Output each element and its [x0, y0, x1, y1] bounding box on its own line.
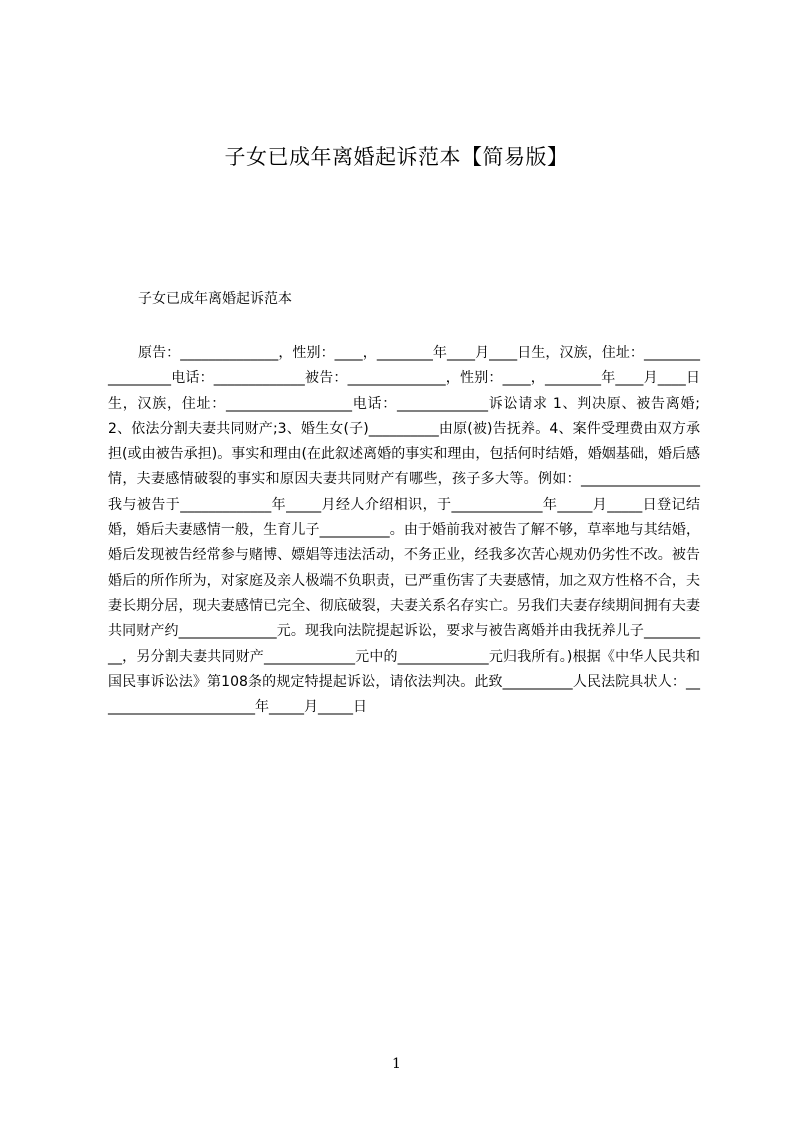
document-title: 子女已成年离婚起诉范本【简易版】	[224, 145, 569, 169]
document-body-paragraph: 原告：______________，性别：____，________年____月____日生，汉族，住址：_________________电话：_____________被告：______________，性别：____，________年____月____日生，汉族，住址：__________________电话：_____________诉讼请求 1、判决原、被告离婚;2、依法分割夫妻共同财产;3、婚生女(子)__________由原(被)告抚养。4、案件受理费由双方承担(或由被告承担)。事实和理由(在此叙述离婚的事实和理由，包括何时结婚，婚姻基础，婚后感情，夫妻感情破裂的事实和原因夫妻共同财产有哪些，孩子多大等。例如：_________________我与被告于_____________年_____月经人介绍相识，于_____________年_____月_____日登记结婚，婚后夫妻感情一般，生育儿子__________。由于婚前我对被告了解不够，草率地与其结婚，婚后发现被告经常参与赌博、嫖娼等违法活动，不务正业，经我多次苦心规劝仍劣性不改。被告婚后的所作所为，对家庭及亲人极端不负职责，已严重伤害了夫妻感情，加之双方性格不合，夫妻长期分居，现夫妻感情已完全、彻底破裂，夫妻关系名存实亡。另我们夫妻存续期间拥有夫妻共同财产约______________元。现我向法院提起诉讼，要求与被告离婚并由我抚养儿子__________，另分割夫妻共同财产_____________元中的_____________元归我所有。)根据《中华人民共和国民事诉讼法》第108条的规定特提起诉讼，请依法判决。此致__________人民法院具状人：_______________________年_____月_____日	[108, 345, 700, 716]
page-number: 1	[392, 1056, 401, 1072]
document-subtitle: 子女已成年离婚起诉范本	[138, 291, 292, 307]
